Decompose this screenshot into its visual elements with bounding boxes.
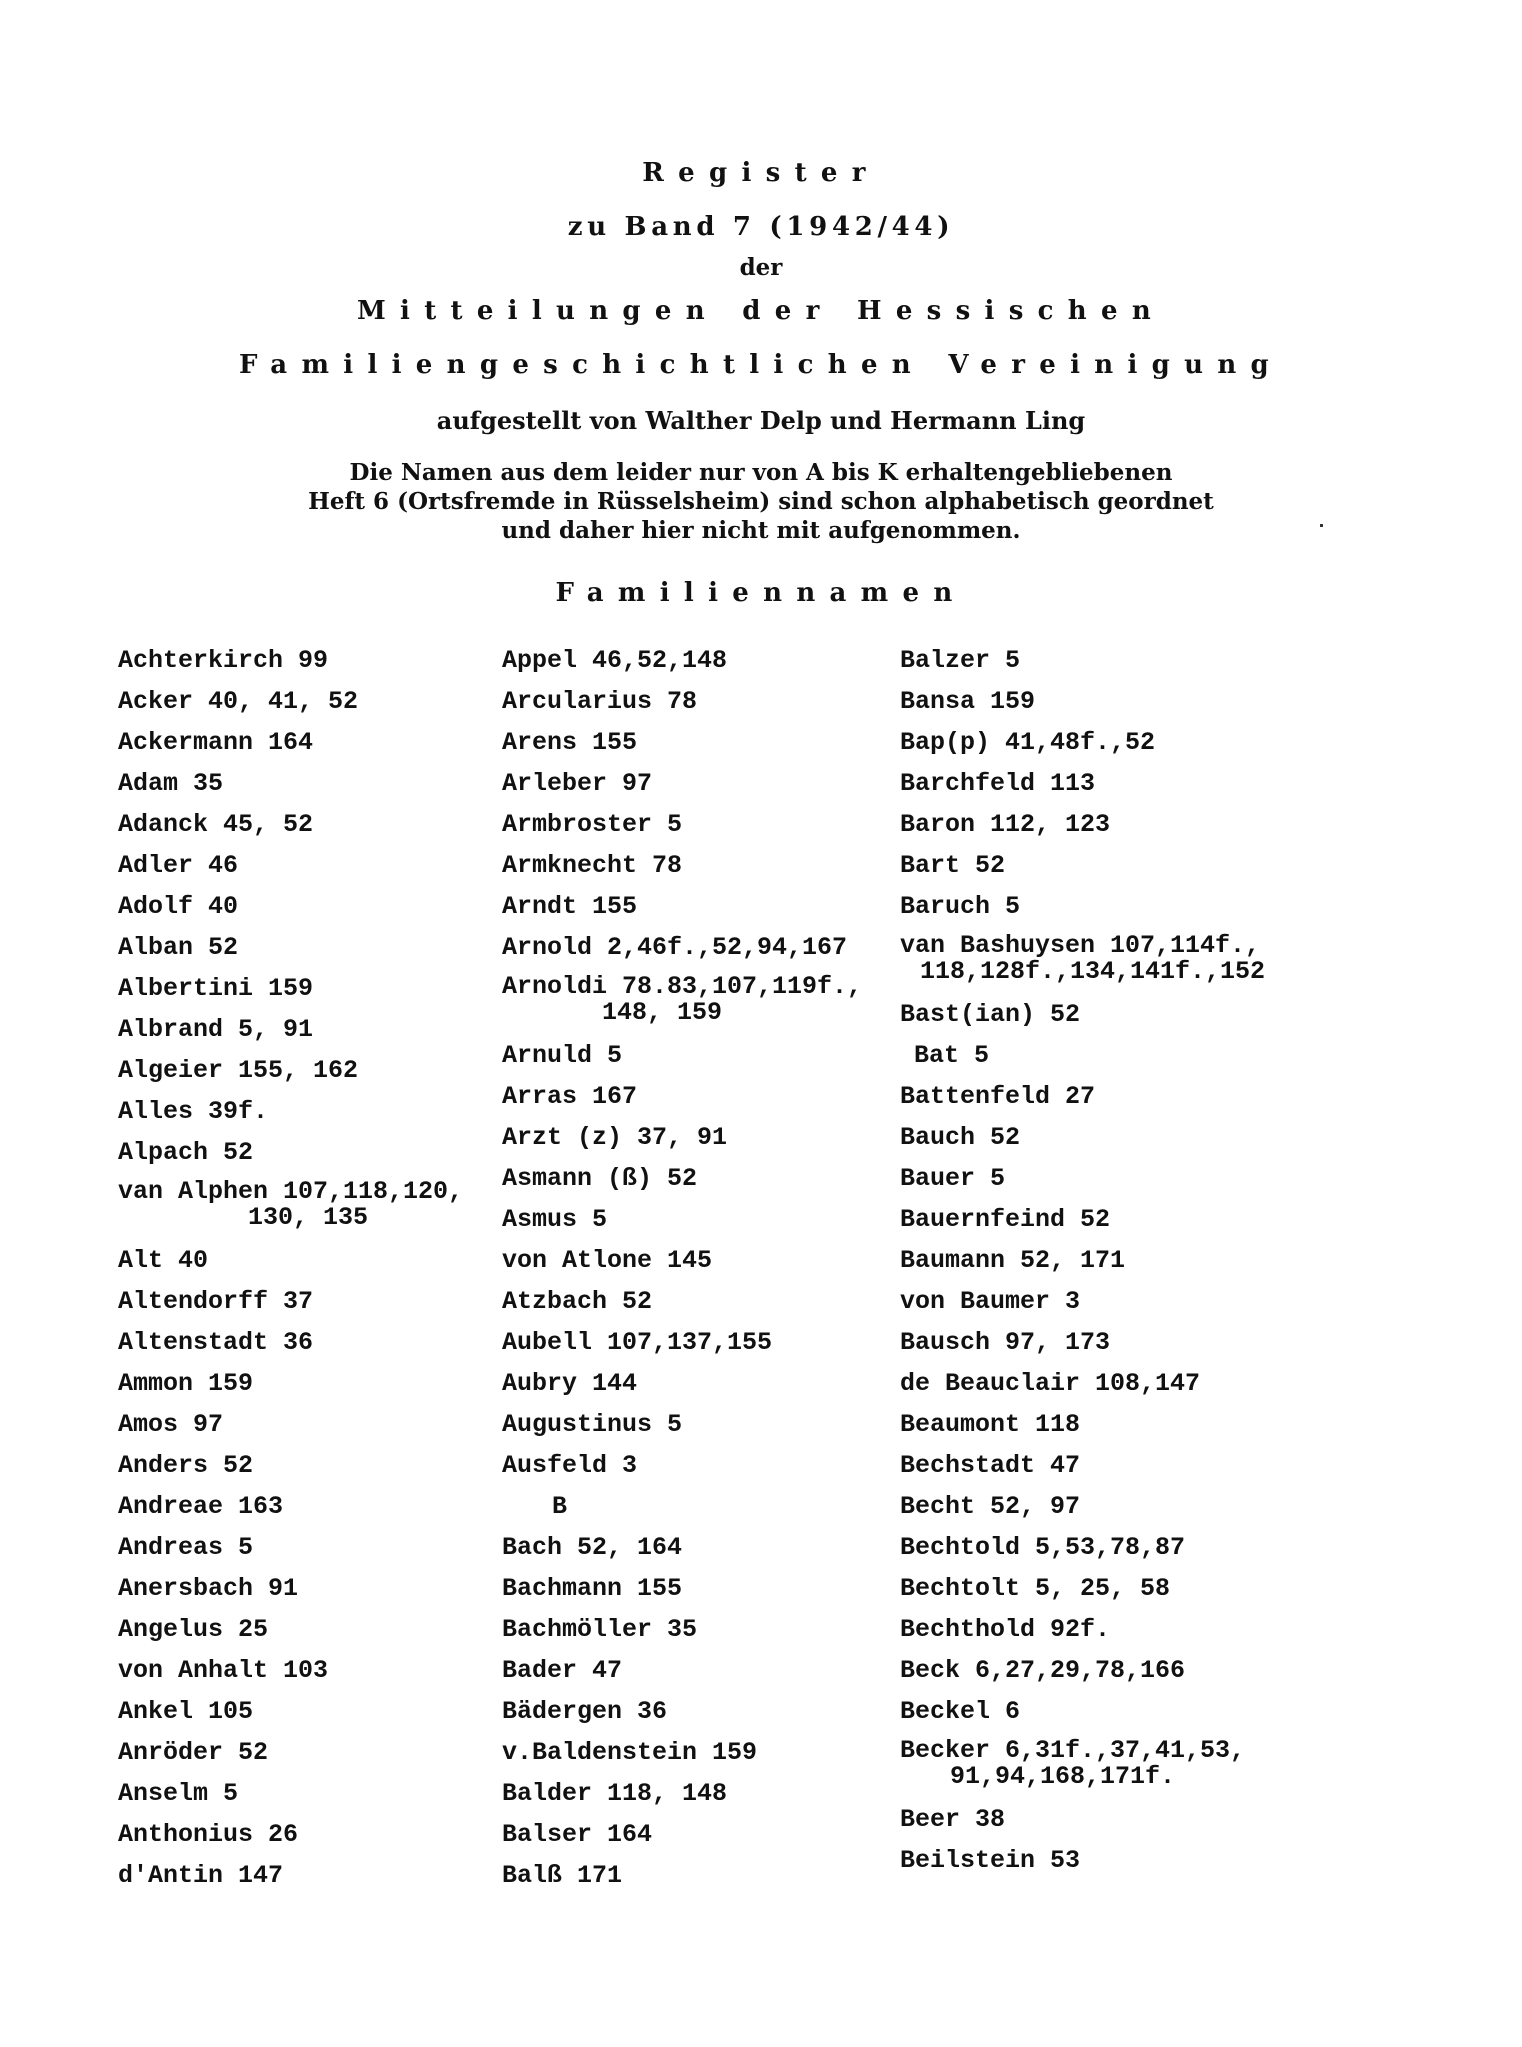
- index-entry: Arras 167: [502, 1082, 638, 1111]
- index-entry: Bauernfeind 52: [900, 1205, 1111, 1234]
- index-entry: Balzer 5: [900, 646, 1021, 675]
- index-entry: Alt 40: [118, 1246, 209, 1275]
- index-entry: de Beauclair 108,147: [900, 1369, 1201, 1398]
- index-entry: Bader 47: [502, 1656, 623, 1685]
- index-entry: Alles 39f.: [118, 1097, 269, 1126]
- index-entry: Balß 171: [502, 1861, 623, 1890]
- index-entry: Asmann (ß) 52: [502, 1164, 698, 1193]
- index-entry: Battenfeld 27: [900, 1082, 1096, 1111]
- index-entry: Bechtolt 5, 25, 58: [900, 1574, 1171, 1603]
- index-entry: Andreae 163: [118, 1492, 284, 1521]
- index-entry: Bap(p) 41,48f.,52: [900, 728, 1156, 757]
- index-entry: Anthonius 26: [118, 1820, 299, 1849]
- index-entry: Anselm 5: [118, 1779, 239, 1808]
- index-entry: [118, 1173, 538, 1240]
- index-entry: Augustinus 5: [502, 1410, 683, 1439]
- index-entry: Bechstadt 47: [900, 1451, 1081, 1480]
- index-entry: Bart 52: [900, 851, 1006, 880]
- section-title: Familiennamen: [555, 578, 967, 608]
- index-entry: Adanck 45, 52: [118, 810, 314, 839]
- der-line: der: [739, 254, 783, 281]
- index-entry: von Atlone 145: [502, 1246, 713, 1275]
- index-entry: Arnold 2,46f.,52,94,167: [502, 933, 848, 962]
- index-entry: Albrand 5, 91: [118, 1015, 314, 1044]
- index-entry: Bauch 52: [900, 1123, 1021, 1152]
- vereinigung-line: Familiengeschichtlichen Vereinigung: [238, 350, 1284, 380]
- index-entry: Acker 40, 41, 52: [118, 687, 359, 716]
- index-entry: Beaumont 118: [900, 1410, 1081, 1439]
- index-entry-continuation: 91,94,168,171f.: [950, 1762, 1176, 1791]
- index-entry: Alpach 52: [118, 1138, 254, 1167]
- index-entry: Baruch 5: [900, 892, 1021, 921]
- index-entry: [900, 927, 1320, 994]
- register-title: Register: [642, 158, 880, 188]
- index-entry: Arzt (z) 37, 91: [502, 1123, 728, 1152]
- volume-line: zu Band 7 (1942/44): [567, 212, 955, 242]
- authors-line: aufgestellt von Walther Delp und Hermann Ling: [436, 406, 1086, 435]
- index-entry: Albertini 159: [118, 974, 314, 1003]
- index-entry: Bechtold 5,53,78,87: [900, 1533, 1186, 1562]
- index-entry: Atzbach 52: [502, 1287, 653, 1316]
- index-column-3: [900, 640, 1320, 1881]
- mitteilungen-line: Mitteilungen der Hessischen: [356, 296, 1166, 326]
- index-entry: Bachmöller 35: [502, 1615, 698, 1644]
- index-entry: Aubell 107,137,155: [502, 1328, 773, 1357]
- index-entry: Asmus 5: [502, 1205, 608, 1234]
- index-entry: von Anhalt 103: [118, 1656, 329, 1685]
- index-entry: Ankel 105: [118, 1697, 254, 1726]
- index-entry: Algeier 155, 162: [118, 1056, 359, 1085]
- stray-mark: [1320, 524, 1323, 527]
- index-entry: Arndt 155: [502, 892, 638, 921]
- index-entry: Baumann 52, 171: [900, 1246, 1126, 1275]
- index-entry: Angelus 25: [118, 1615, 269, 1644]
- index-entry: Adler 46: [118, 851, 239, 880]
- index-entry: Bansa 159: [900, 687, 1036, 716]
- index-entry: Beckel 6: [900, 1697, 1021, 1726]
- index-entry: von Baumer 3: [900, 1287, 1081, 1316]
- introductory-note: [0, 458, 1522, 545]
- index-entry: Amos 97: [118, 1410, 224, 1439]
- index-entry: Anders 52: [118, 1451, 254, 1480]
- index-entry: Andreas 5: [118, 1533, 254, 1562]
- index-entry: Bachmann 155: [502, 1574, 683, 1603]
- index-entry: Altenstadt 36: [118, 1328, 314, 1357]
- index-entry: Arleber 97: [502, 769, 653, 798]
- note-line-3: und daher hier nicht mit aufgenommen.: [501, 517, 1021, 544]
- index-entry: Ackermann 164: [118, 728, 314, 757]
- index-entry: Appel 46,52,148: [502, 646, 728, 675]
- index-entry: Achterkirch 99: [118, 646, 329, 675]
- index-entry: Armbroster 5: [502, 810, 683, 839]
- index-entry: Anröder 52: [118, 1738, 269, 1767]
- index-entry: Bädergen 36: [502, 1697, 668, 1726]
- index-entry: Aubry 144: [502, 1369, 638, 1398]
- index-entry: Balder 118, 148: [502, 1779, 728, 1808]
- index-entry-line: Arnoldi 78.83,107,119f.,: [502, 972, 863, 1001]
- index-entry: Bausch 97, 173: [900, 1328, 1111, 1357]
- index-entry: d'Antin 147: [118, 1861, 284, 1890]
- note-line-1: Die Namen aus dem leider nur von A bis K erhaltengebliebenen: [349, 459, 1173, 486]
- note-line-2: Heft 6 (Ortsfremde in Rüsselsheim) sind schon alphabetisch geordnet: [308, 488, 1214, 515]
- index-entry: Arens 155: [502, 728, 638, 757]
- index-entry-continuation: 118,128f.,134,141f.,152: [920, 957, 1266, 986]
- index-entry: Becht 52, 97: [900, 1492, 1081, 1521]
- index-entry: Bauer 5: [900, 1164, 1006, 1193]
- index-entry: Baron 112, 123: [900, 810, 1111, 839]
- index-entry: Arnuld 5: [502, 1041, 623, 1070]
- index-entry: Alban 52: [118, 933, 239, 962]
- index-entry: Bast(ian) 52: [900, 1000, 1081, 1029]
- index-entry: Arcularius 78: [502, 687, 698, 716]
- index-entry: Bach 52, 164: [502, 1533, 683, 1562]
- index-entry-continuation: 148, 159: [602, 998, 723, 1027]
- index-entry: Anersbach 91: [118, 1574, 299, 1603]
- letter-heading: B: [552, 1492, 568, 1521]
- index-entry: Beck 6,27,29,78,166: [900, 1656, 1186, 1685]
- index-entry: Armknecht 78: [502, 851, 683, 880]
- index-entry-continuation: 130, 135: [248, 1203, 369, 1232]
- index-entry: Ammon 159: [118, 1369, 254, 1398]
- index-entry-line: Becker 6,31f.,37,41,53,: [900, 1736, 1246, 1765]
- index-entry: Bechthold 92f.: [900, 1615, 1111, 1644]
- index-entry-line: van Bashuysen 107,114f.,: [900, 931, 1261, 960]
- index-entry: [502, 968, 922, 1035]
- index-entry: Ausfeld 3: [502, 1451, 638, 1480]
- index-entry-line: van Alphen 107,118,120,: [118, 1177, 464, 1206]
- index-entry: Adolf 40: [118, 892, 239, 921]
- index-entry: Adam 35: [118, 769, 224, 798]
- index-column-2: [502, 640, 922, 1896]
- index-entry: Altendorff 37: [118, 1287, 314, 1316]
- index-entry: v.Baldenstein 159: [502, 1738, 758, 1767]
- index-entry: [900, 1732, 1320, 1799]
- index-entry: Bat 5: [914, 1041, 990, 1070]
- index-column-1: [118, 640, 538, 1896]
- index-entry: Barchfeld 113: [900, 769, 1096, 798]
- index-entry: Beilstein 53: [900, 1846, 1081, 1875]
- index-entry: Balser 164: [502, 1820, 653, 1849]
- index-entry: Beer 38: [900, 1805, 1006, 1834]
